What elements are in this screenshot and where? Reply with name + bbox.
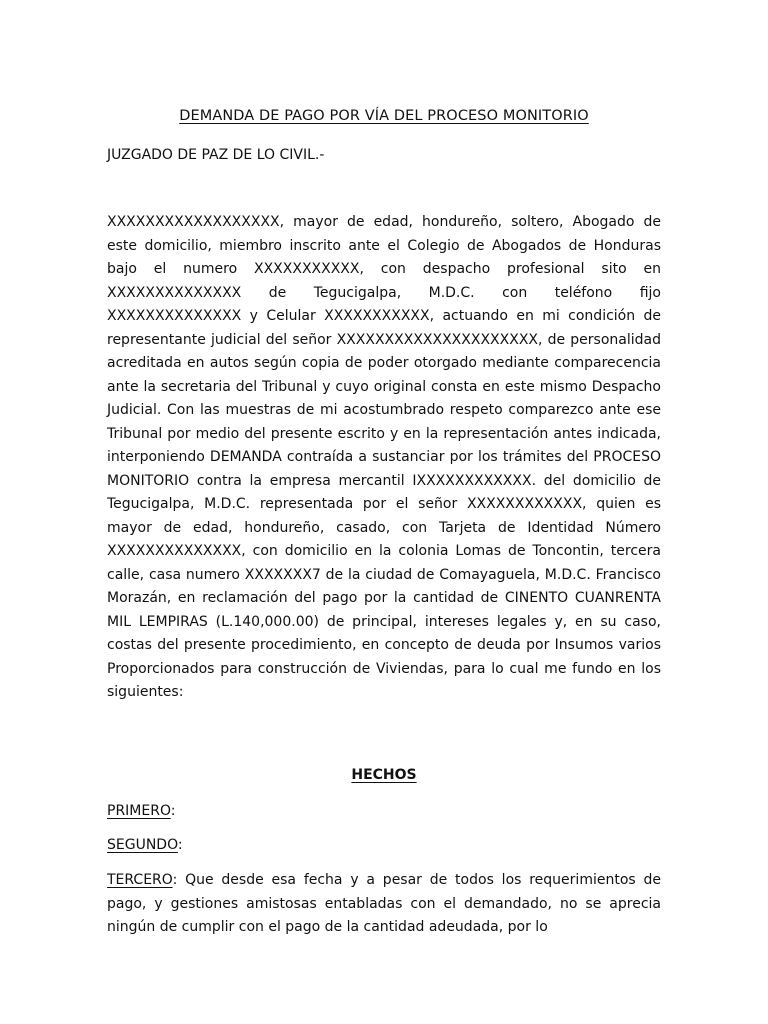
court-line: JUZGADO DE PAZ DE LO CIVIL.- <box>107 147 325 163</box>
document-title: DEMANDA DE PAGO POR VÍA DEL PROCESO MONITORIO <box>179 108 589 124</box>
fact-label: PRIMERO <box>107 803 171 819</box>
facts-heading: HECHOS <box>351 767 417 783</box>
fact-tercero <box>107 869 661 940</box>
fact-label: TERCERO <box>107 872 173 888</box>
fact-separator: : <box>170 803 176 819</box>
fact-separator: : <box>177 837 183 853</box>
fact-segundo <box>107 834 661 858</box>
document-page <box>107 0 661 1024</box>
fact-primero <box>107 800 661 824</box>
fact-text: Que desde esa fecha y a pesar de todos los requerimientos de pago, y gestiones amistosas entabladas con el demandado, no se aprecia ningún de cumplir con el pago de la cantidad adeudada, por lo <box>107 872 661 935</box>
fact-label: SEGUNDO <box>107 837 178 853</box>
document-body-paragraph: XXXXXXXXXXXXXXXXXX, mayor de edad, hondureño, soltero, Abogado de este domicilio, miembro inscrito ante el Colegio de Abogados de Honduras bajo el numero XXXXXXXXXXX, con despacho profesional sito en XXXXXXXXXXXXXX de Tegucigalpa, M.D.C. con teléfono fijo XXXXXXXXXXXXXX y Celular XXXXXXXXXXX, actuando en mi condición de representante judicial del señor XXXXXXXXXXXXXXXXXXXXX, de personalidad acreditada en autos según copia de poder otorgado mediante comparecencia ante la secretaria del Tribunal y cuyo original consta en este mismo Despacho Judicial. Con las muestras de mi acostumbrado respeto comparezco ante ese Tribunal por medio del presente escrito y en la representación antes indicada, interponiendo DEMANDA contraída a sustanciar por los trámites del PROCESO MONITORIO contra la empresa mercantil IXXXXXXXXXXXX. del domicilio de Tegucigalpa, M.D.C. representada por el señor XXXXXXXXXXXX, quien es mayor de edad, hondureño, casado, con Tarjeta de Identidad Número XXXXXXXXXXXXXX, con domicilio en la colonia Lomas de Toncontin, tercera calle, casa numero XXXXXXX7 de la ciudad de Comayaguela, M.D.C. Francisco Morazán, en reclamación del pago por la cantidad de CINENTO CUANRENTA MIL LEMPIRAS (L.140,000.00) de principal, intereses legales y, en su caso, costas del presente procedimiento, en concepto de deuda por Insumos varios Proporcionados para construcción de Viviendas, para lo cual me fundo en los siguientes: <box>107 214 661 700</box>
fact-separator: : <box>172 872 178 888</box>
